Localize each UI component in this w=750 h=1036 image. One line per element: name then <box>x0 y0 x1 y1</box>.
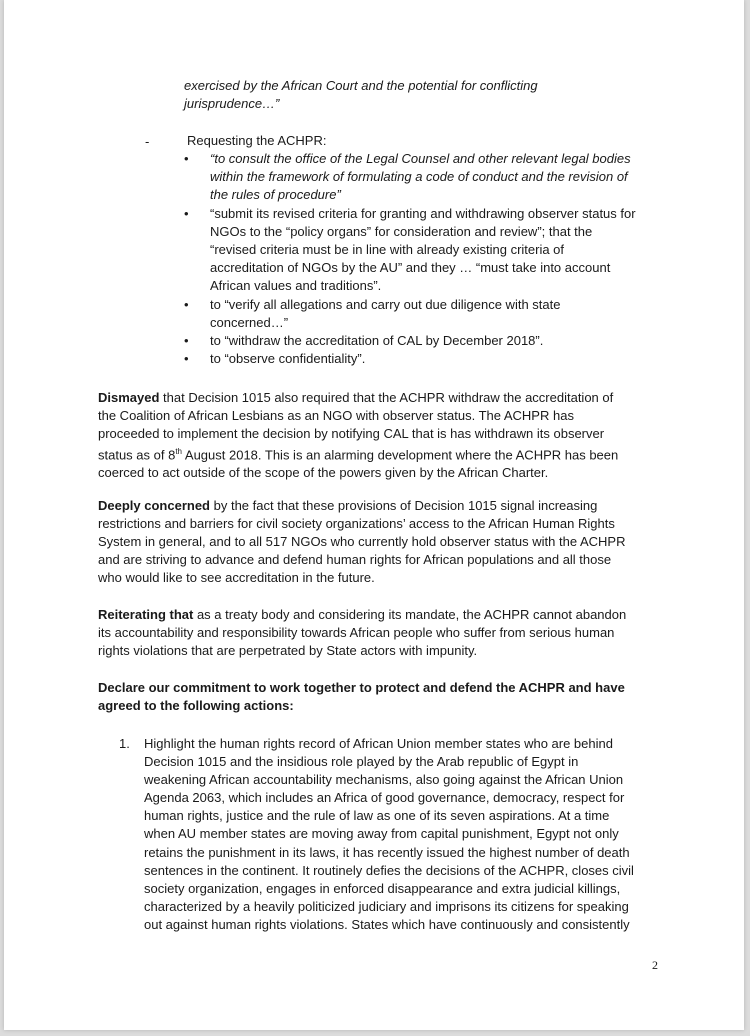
paragraph-text: coerced to act outside of the scope of the powers given by the African Charter. <box>98 465 549 481</box>
heading-line: agreed to the following actions: <box>98 698 294 713</box>
quote-line: jurisprudence…” <box>184 96 280 111</box>
paragraph-text: System in general, and to all 517 NGOs who currently hold observer status with the ACHPR <box>98 534 626 549</box>
paragraph-text: who would like to see accreditation in the future. <box>98 570 375 585</box>
action-text: out against human rights violations. States which have continuously and consistently <box>144 916 630 932</box>
paragraph-text: and are striving to advance and defend human rights for African populations and all those <box>98 552 612 567</box>
paragraph-text: by the fact that these provisions of Decision 1015 signal increasing <box>210 498 598 513</box>
page-number: 2 <box>652 958 658 972</box>
concerned-lead: Deeply concerned <box>98 498 210 513</box>
paragraph-text: rights violations that are perpetrated by State actors with impunity. <box>98 643 478 658</box>
action-text: human rights, justice and the rule of law as one of its seven aspirations. At a time <box>144 808 610 824</box>
action-text: society organization, engages in enforced disappearance and extra judicial killings, <box>144 880 621 896</box>
paragraph-text: the Coalition of African Lesbians as an NGO with observer status. The ACHPR has <box>98 408 574 423</box>
reiterating-paragraph <box>98 606 659 660</box>
dismayed-paragraph <box>98 389 659 482</box>
list-item-text: “submit its revised criteria for granting and withdrawing observer status for NGOs to the “policy organs” for consideration and review”; that the “revised criteria must be in line with already existing criteria of accreditation of NGOs by the AU” and they … “must take into account African values and traditions”. <box>210 205 636 294</box>
bullet-icon: • <box>184 151 189 166</box>
paragraph-text: status as of 8 <box>98 447 176 463</box>
heading-line: Declare our commitment to work together to protect and defend the ACHPR and have <box>98 680 625 695</box>
list-item-text: to “verify all allegations and carry out due diligence with state concerned…” <box>210 296 561 330</box>
list-item <box>184 350 654 368</box>
list-item <box>184 150 654 205</box>
paragraph-text: proceeded to implement the decision by notifying CAL that is has withdrawn its observer <box>98 426 605 441</box>
paragraph-text: that Decision 1015 also required that the ACHPR withdraw the accreditation of <box>159 390 614 405</box>
reiterating-lead: Reiterating that <box>98 607 194 622</box>
paragraph-text: August 2018. This is an alarming development where the ACHPR has been <box>182 447 619 463</box>
bullet-icon: • <box>184 205 189 221</box>
list-dash: - <box>145 134 150 149</box>
bullet-icon: • <box>184 296 189 312</box>
action-text: characterized by a heavily politicized judiciary and imprisons its citizens for speaking <box>144 898 629 914</box>
requesting-title: Requesting the ACHPR: <box>187 133 327 148</box>
bullet-icon: • <box>184 351 189 367</box>
paragraph-text: as a treaty body and considering its mandate, the ACHPR cannot abandon <box>193 607 627 622</box>
quote-continuation <box>184 77 538 113</box>
action-text: when AU member states are moving away from capital punishment, Egypt not only <box>144 826 619 842</box>
document-page <box>4 0 744 1030</box>
declaration-heading <box>98 679 659 715</box>
paragraph-text: its accountability and responsibility towards African people who suffer from serious human <box>98 625 615 640</box>
dismayed-lead: Dismayed <box>98 390 160 405</box>
action-item-1 <box>119 735 659 934</box>
item-number: 1. <box>119 736 130 751</box>
action-text: weakening African accountability mechanisms, also going against the African Union <box>144 772 624 788</box>
list-item-text: to “withdraw the accreditation of CAL by December 2018”. <box>210 333 544 349</box>
action-text: retains the punishment in its laws, it has recently issued the highest number of death <box>144 844 630 860</box>
list-item <box>184 332 654 350</box>
quote-line: exercised by the African Court and the potential for conflicting <box>184 78 538 93</box>
bullet-icon: • <box>184 333 189 349</box>
paragraph-text: restrictions and barriers for civil society organizations’ access to the African Human Rights <box>98 516 615 531</box>
list-item <box>184 296 654 332</box>
concerned-paragraph <box>98 497 659 587</box>
action-text: Highlight the human rights record of African Union member states who are behind <box>144 736 613 751</box>
list-item-text: “to consult the office of the Legal Counsel and other relevant legal bodies within the framework of formulating a code of conduct and the revision of the rules of procedure” <box>210 151 631 203</box>
action-text: Agenda 2063, which includes an Africa of good governance, democracy, respect for <box>144 790 625 806</box>
list-item <box>184 205 654 296</box>
requests-list <box>184 150 654 368</box>
list-item-text: to “observe confidentiality”. <box>210 351 366 367</box>
ordinal-suffix: th <box>175 447 182 456</box>
action-text: Decision 1015 and the insidious role played by the Arab republic of Egypt in <box>144 754 579 770</box>
action-text: sentences in the continent. It routinely defies the decisions of the ACHPR, closes civil <box>144 862 634 878</box>
